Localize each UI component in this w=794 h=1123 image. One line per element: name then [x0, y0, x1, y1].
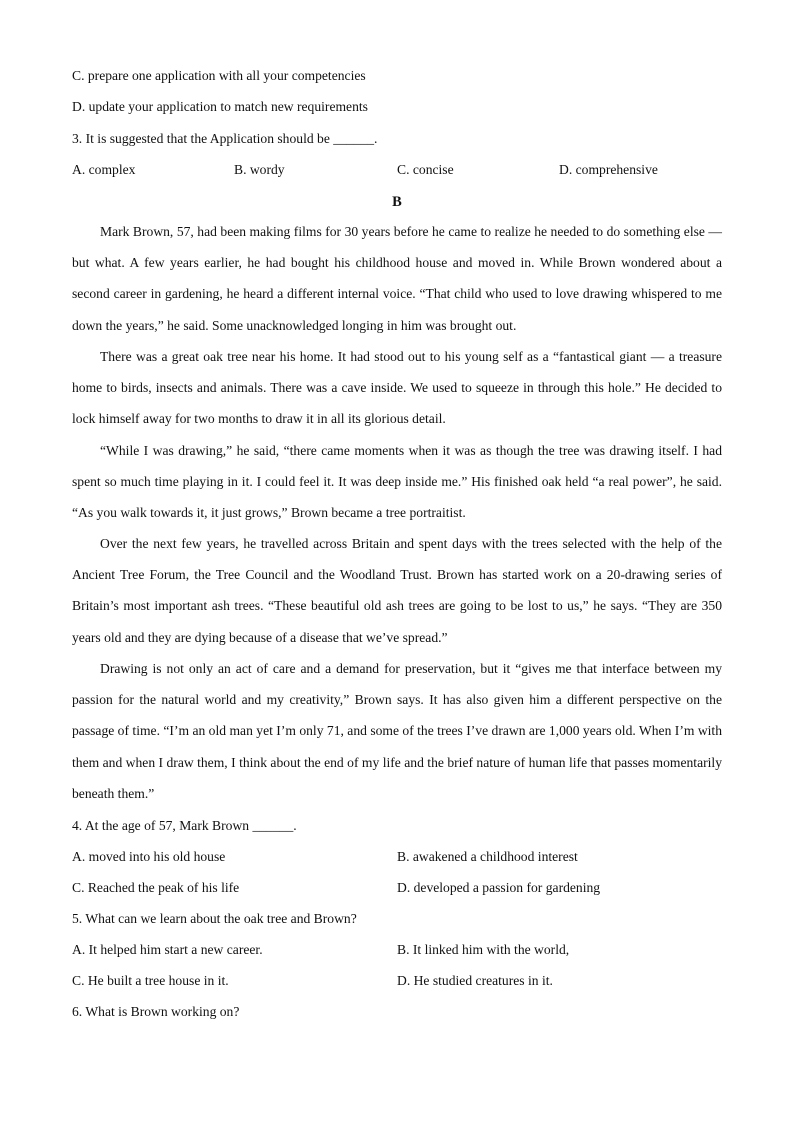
- q3-option-c: C. concise: [397, 162, 454, 177]
- q3-stem: 3. It is suggested that the Application should be ______.: [72, 131, 378, 146]
- q4-option-d: D. developed a passion for gardening: [397, 880, 601, 895]
- q2-option-d: D. update your application to match new requirements: [72, 99, 368, 114]
- q2-option-c: C. prepare one application with all your competencies: [72, 68, 366, 83]
- section-heading: B: [392, 194, 402, 210]
- q3-option-a: A. complex: [72, 162, 136, 177]
- passage-paragraph-4: Over the next few years, he travelled across Britain and spent days with the trees selected with the help of the Ancient Tree Forum, the Tree Council and the Woodland Trust. Brown has started work on a 20-drawing series of Britain’s most important ash trees. “These beautiful old ash trees are going to be lost to us,” he says. “They are 350 years old and they are dying because of a disease that we’ve spread.”: [72, 536, 722, 645]
- passage-paragraph-3: “While I was drawing,” he said, “there came moments when it was as though the tree was drawing itself. I had spent so much time playing in it. I could feel it. It was deep inside me.” His finished oak held “a real power”, he said. “As you walk towards it, it just grows,” Brown became a tree portraitist.: [72, 443, 722, 521]
- q4-option-a: A. moved into his old house: [72, 849, 226, 864]
- q4-option-c: C. Reached the peak of his life: [72, 880, 240, 895]
- q6-stem: 6. What is Brown working on?: [72, 1004, 240, 1019]
- q5-option-d: D. He studied creatures in it.: [397, 973, 553, 988]
- q4-option-b: B. awakened a childhood interest: [397, 849, 578, 864]
- q5-stem: 5. What can we learn about the oak tree and Brown?: [72, 911, 357, 926]
- q3-option-b: B. wordy: [234, 162, 285, 177]
- q5-option-b: B. It linked him with the world,: [397, 942, 570, 957]
- q4-stem: 4. At the age of 57, Mark Brown ______.: [72, 818, 297, 833]
- passage-paragraph-5: Drawing is not only an act of care and a demand for preservation, but it “gives me that interface between my passion for the natural world and my creativity,” Brown says. It has also given him a different perspective on the passage of time. “I’m an old man yet I’m only 71, and some of the trees I’ve drawn are 1,000 years old. When I’m with them and when I draw them, I think about the end of my life and the brief nature of human life that passes momentarily beneath them.”: [72, 661, 722, 801]
- q5-option-a: A. It helped him start a new career.: [72, 942, 263, 957]
- q5-option-c: C. He built a tree house in it.: [72, 973, 229, 988]
- q3-option-d: D. comprehensive: [559, 162, 658, 177]
- passage-paragraph-2: There was a great oak tree near his home. It had stood out to his young self as a “fantastical giant — a treasure home to birds, insects and animals. There was a cave inside. We used to squeeze in through this hole.” He decided to lock himself away for two months to draw it in all its glorious detail.: [72, 349, 722, 427]
- passage-paragraph-1: Mark Brown, 57, had been making films for 30 years before he came to realize he needed to do something else — but what. A few years earlier, he had bought his childhood house and moved in. While Brown wondered about a second career in gardening, he heard a different internal voice. “That child who used to love drawing whispered to me down the years,” he said. Some unacknowledged longing in him was brought out.: [72, 224, 722, 333]
